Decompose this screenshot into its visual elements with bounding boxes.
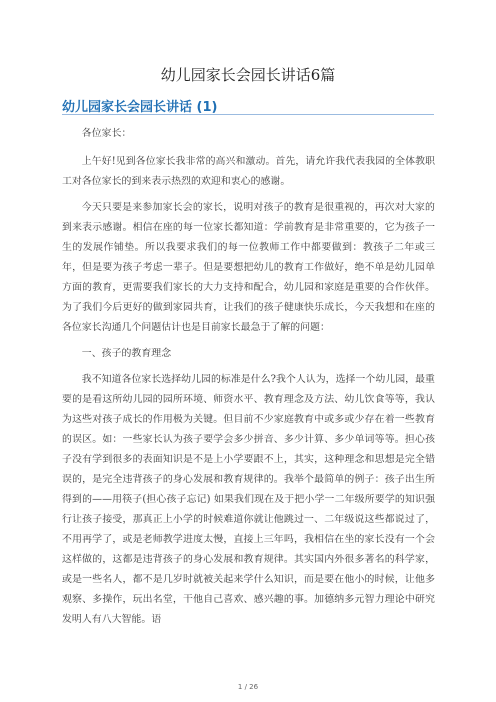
paragraph: 上午好!见到各位家长我非常的高兴和激动。首先，请允许我代表我园的全体教职工对各位家长的到来表示热烈的欢迎和衷心的感谢。 [62,156,435,187]
subheading: 一、孩子的教育理念 [81,348,172,359]
document-body [62,124,435,636]
salutation: 各位家长： [81,128,132,139]
heading-underline [62,114,434,115]
paragraph: 今天只要是来参加家长会的家长，说明对孩子的教育是很重视的，再次对大家的到来表示感谢。相信在座的每一位家长都知道：学前教育是非常重要的，它为孩子一生的发展作铺垫。所以我要求我们的每一位教师工作中都要做到：教孩子二年或三年，但是要为孩子考虑一辈子。但是要想把幼儿的教育工作做好，绝不单是幼儿园单方面的教育，更需要我们家长的大力支持和配合，幼儿园和家庭是重要的合作伙伴。为了我们今后更好的做到家园共育，让我们的孩子健康快乐成长，今天我想和在座的各位家长沟通几个问题估计也是目前家长最急于了解的问题： [62,202,435,333]
section-heading[interactable]: 幼儿园家长会园长讲话 (1) [62,100,218,115]
document-title: 幼儿园家长会园长讲话6篇 [160,66,336,84]
paragraph: 我不知道各位家长选择幼儿园的标准是什么?我个人认为，选择一个幼儿园，最重要的是看这所幼儿园的园所环境、师资水平、教育理念及方法、幼儿饮食等等，我认为这些对孩子成长的作用极为关键。但目前不少家庭教育中或多或少存在着一些教育的误区。如：一些家长认为孩子要学会多少拼音、多少计算、多少单词等等。担心孩子没有学到很多的表面知识是不是上小学要跟不上，其实，这种理念和思想是完全错误的，是完全违背孩子的身心发展和教育规律的。我举个最简单的例子：孩子出生所得到的——用筷子(担心孩子忘记) 如果我们现在及于把小学一二年级所要学的知识强行让孩子接受，那真正上小学的时候难道你就让他跳过一、二年级说这些都说过了，不用再学了，或是老师教学进度太慢，直接上三年吗，我相信在坐的家长没有一个会这样做的，这都是违背孩子的身心发展和教育规律。其实国内外很多著名的科学家，或是一些名人，都不是几岁时就被关起来学什么知识，而是要在他小的时候，让他多观察、多操作，玩出名堂，干他自己喜欢、感兴趣的事。加德纳多元智力理论中研究发明人有八大智能。语 [62,374,435,625]
page-number: 1 / 26 [237,683,259,691]
